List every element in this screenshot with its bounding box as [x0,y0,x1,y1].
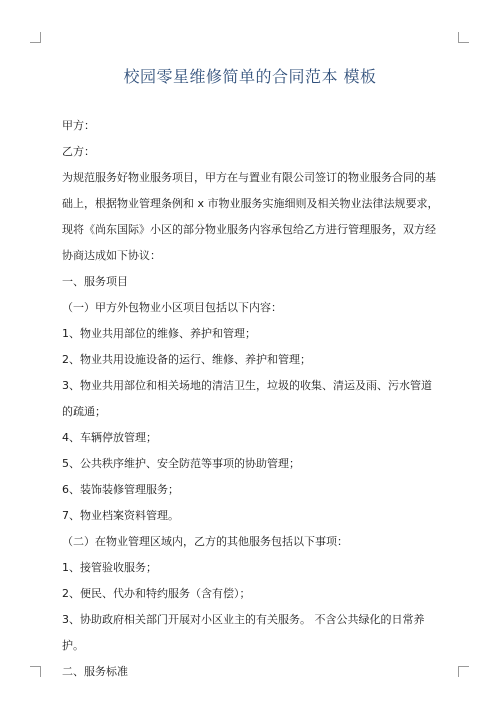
list-item: 3、协助政府相关部门开展对小区业主的有关服务。 不含公共绿化的日常养护。 [62,613,425,652]
subsection-heading-other-services: （二）在物业管理区域内，乙方的其他服务包括以下事项： [62,535,348,548]
list-item: 3、物业共用部位和相关场地的清洁卫生，垃圾的收集、清运及雨、污水管道的疏通； [62,379,432,418]
list-item: 1、接管验收服务； [62,561,157,574]
crop-mark-bottom-left [30,666,41,677]
crop-mark-top-left [30,32,41,43]
list-item: 6、装饰装修管理服务； [62,483,179,496]
list-item: 4、车辆停放管理； [62,431,157,444]
party-a-line: 甲方： [62,119,95,132]
document-title: 校园零星维修简单的合同范本 模板 [123,67,377,86]
crop-mark-bottom-right [458,666,469,677]
list-item: 2、物业共用设施设备的运行、维修、养护和管理； [62,353,311,366]
list-item: 5、公共秩序维护、安全防范等事项的协助管理； [62,457,300,470]
list-item: 2、便民、代办和特约服务（含有偿）； [62,587,251,600]
list-item: 1、物业共用部位的维修、养护和管理； [62,327,256,340]
party-b-line: 乙方： [62,145,95,158]
section-heading-standards: 二、服务标准 [62,665,128,678]
intro-paragraph: 为规范服务好物业服务项目，甲方在与置业有限公司签订的物业服务合同的基础上，根据物业管理条例和 x 市物业服务实施细则及相关物业法律法规要求，现将《尚东国际》小区的部分物业服务内容承包给乙方进行管理服务，双方经协商达成如下协议： [62,171,439,262]
list-item: 7、物业档案资料管理。 [62,509,179,522]
section-heading-services: 一、服务项目 [62,275,128,288]
crop-mark-top-right [458,32,469,43]
document-body [62,113,442,685]
subsection-heading-outsourced: （一）甲方外包物业小区项目包括以下内容： [62,301,282,314]
